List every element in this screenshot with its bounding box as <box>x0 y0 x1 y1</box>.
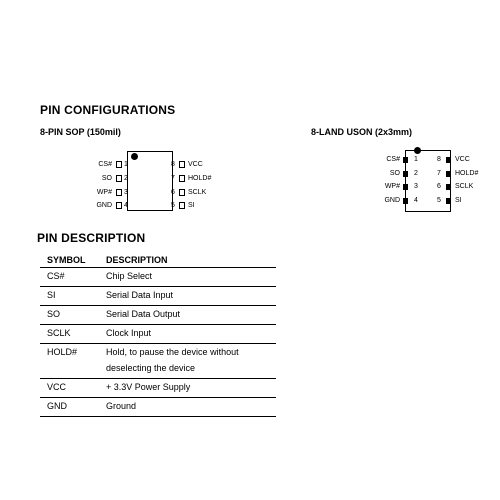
uson-package-title: 8-LAND USON (2x3mm) <box>311 127 413 137</box>
uson-land-pad <box>403 157 408 163</box>
description-cell: Serial Data Output <box>99 306 276 325</box>
uson-land-pad <box>446 171 451 177</box>
symbol-cell: SO <box>40 306 99 325</box>
table-row <box>40 325 276 344</box>
sop-pin-lead <box>116 202 122 209</box>
description-cell: Chip Select <box>99 268 276 287</box>
table-row <box>40 287 276 306</box>
table-row <box>40 398 276 417</box>
sop-pin-lead <box>116 161 122 168</box>
sop-left-pin-number: 2 <box>124 175 128 182</box>
symbol-cell: GND <box>40 398 99 417</box>
description-cell: Clock Input <box>99 325 276 344</box>
uson-right-pin-name: HOLD# <box>455 170 479 177</box>
table-row <box>40 344 276 379</box>
uson-chip-body <box>405 150 451 212</box>
sop-left-pin-number: 4 <box>124 202 128 209</box>
sop-right-pin-number: 7 <box>171 175 175 182</box>
symbol-cell: SI <box>40 287 99 306</box>
table-row <box>40 306 276 325</box>
sop-right-pin-number: 5 <box>171 202 175 209</box>
sop-pin-lead <box>179 161 185 168</box>
uson-left-pin-number: 4 <box>414 197 418 204</box>
description-cell: + 3.3V Power Supply <box>99 379 276 398</box>
sop-right-pin-name: VCC <box>188 161 203 168</box>
sop-right-pin-number: 6 <box>171 189 175 196</box>
uson-land-pad <box>446 157 451 163</box>
description-line: deselecting the device <box>106 363 196 373</box>
description-cell <box>99 344 276 379</box>
sop-left-pin-name: CS# <box>98 161 112 168</box>
uson-right-pin-number: 8 <box>437 156 441 163</box>
sop-left-pin-number: 3 <box>124 189 128 196</box>
column-header-symbol: SYMBOL <box>40 254 99 268</box>
uson-right-pin-name: VCC <box>455 156 470 163</box>
pin1-marker-icon <box>414 147 421 154</box>
table-row <box>40 268 276 287</box>
uson-right-pin-name: SCLK <box>455 183 474 190</box>
uson-left-pin-name: SO <box>389 170 400 177</box>
description-cell: Serial Data Input <box>99 287 276 306</box>
uson-right-pin-number: 5 <box>437 197 441 204</box>
symbol-cell: CS# <box>40 268 99 287</box>
description-cell: Ground <box>99 398 276 417</box>
sop-left-pin-name: GND <box>96 202 112 209</box>
pin-configurations-heading: PIN CONFIGURATIONS <box>40 103 176 117</box>
sop-package-title: 8-PIN SOP (150mil) <box>40 127 121 137</box>
uson-land-pad <box>446 198 451 204</box>
sop-pin-lead <box>179 202 185 209</box>
sop-pin-lead <box>179 189 185 196</box>
uson-left-pin-name: WP# <box>384 183 400 190</box>
sop-right-pin-name: HOLD# <box>188 175 212 182</box>
uson-left-pin-name: CS# <box>386 156 400 163</box>
sop-left-pin-name: WP# <box>96 189 112 196</box>
uson-left-pin-number: 3 <box>414 183 418 190</box>
sop-right-pin-number: 8 <box>171 161 175 168</box>
sop-pin-lead <box>116 189 122 196</box>
sop-left-pin-name: SO <box>101 175 112 182</box>
pin1-marker-icon <box>131 153 138 160</box>
uson-right-pin-number: 6 <box>437 183 441 190</box>
uson-land-pad <box>403 184 408 190</box>
table-header-row <box>40 254 276 268</box>
sop-pin-lead <box>116 175 122 182</box>
pin-description-table <box>40 254 276 417</box>
symbol-cell: VCC <box>40 379 99 398</box>
pin-description-heading: PIN DESCRIPTION <box>37 231 146 245</box>
uson-right-pin-name: SI <box>455 197 462 204</box>
uson-land-pad <box>403 171 408 177</box>
uson-left-pin-name: GND <box>384 197 400 204</box>
uson-left-pin-number: 2 <box>414 170 418 177</box>
sop-right-pin-name: SI <box>188 202 195 209</box>
sop-pin-lead <box>179 175 185 182</box>
sop-left-pin-number: 1 <box>124 161 128 168</box>
table-row <box>40 379 276 398</box>
uson-right-pin-number: 7 <box>437 170 441 177</box>
uson-land-pad <box>446 184 451 190</box>
description-line: Hold, to pause the device without <box>106 347 239 357</box>
uson-land-pad <box>403 198 408 204</box>
symbol-cell: SCLK <box>40 325 99 344</box>
column-header-description: DESCRIPTION <box>99 254 276 268</box>
sop-right-pin-name: SCLK <box>188 189 207 196</box>
uson-left-pin-number: 1 <box>414 156 418 163</box>
sop-chip-body <box>127 151 173 211</box>
symbol-cell: HOLD# <box>40 344 99 379</box>
